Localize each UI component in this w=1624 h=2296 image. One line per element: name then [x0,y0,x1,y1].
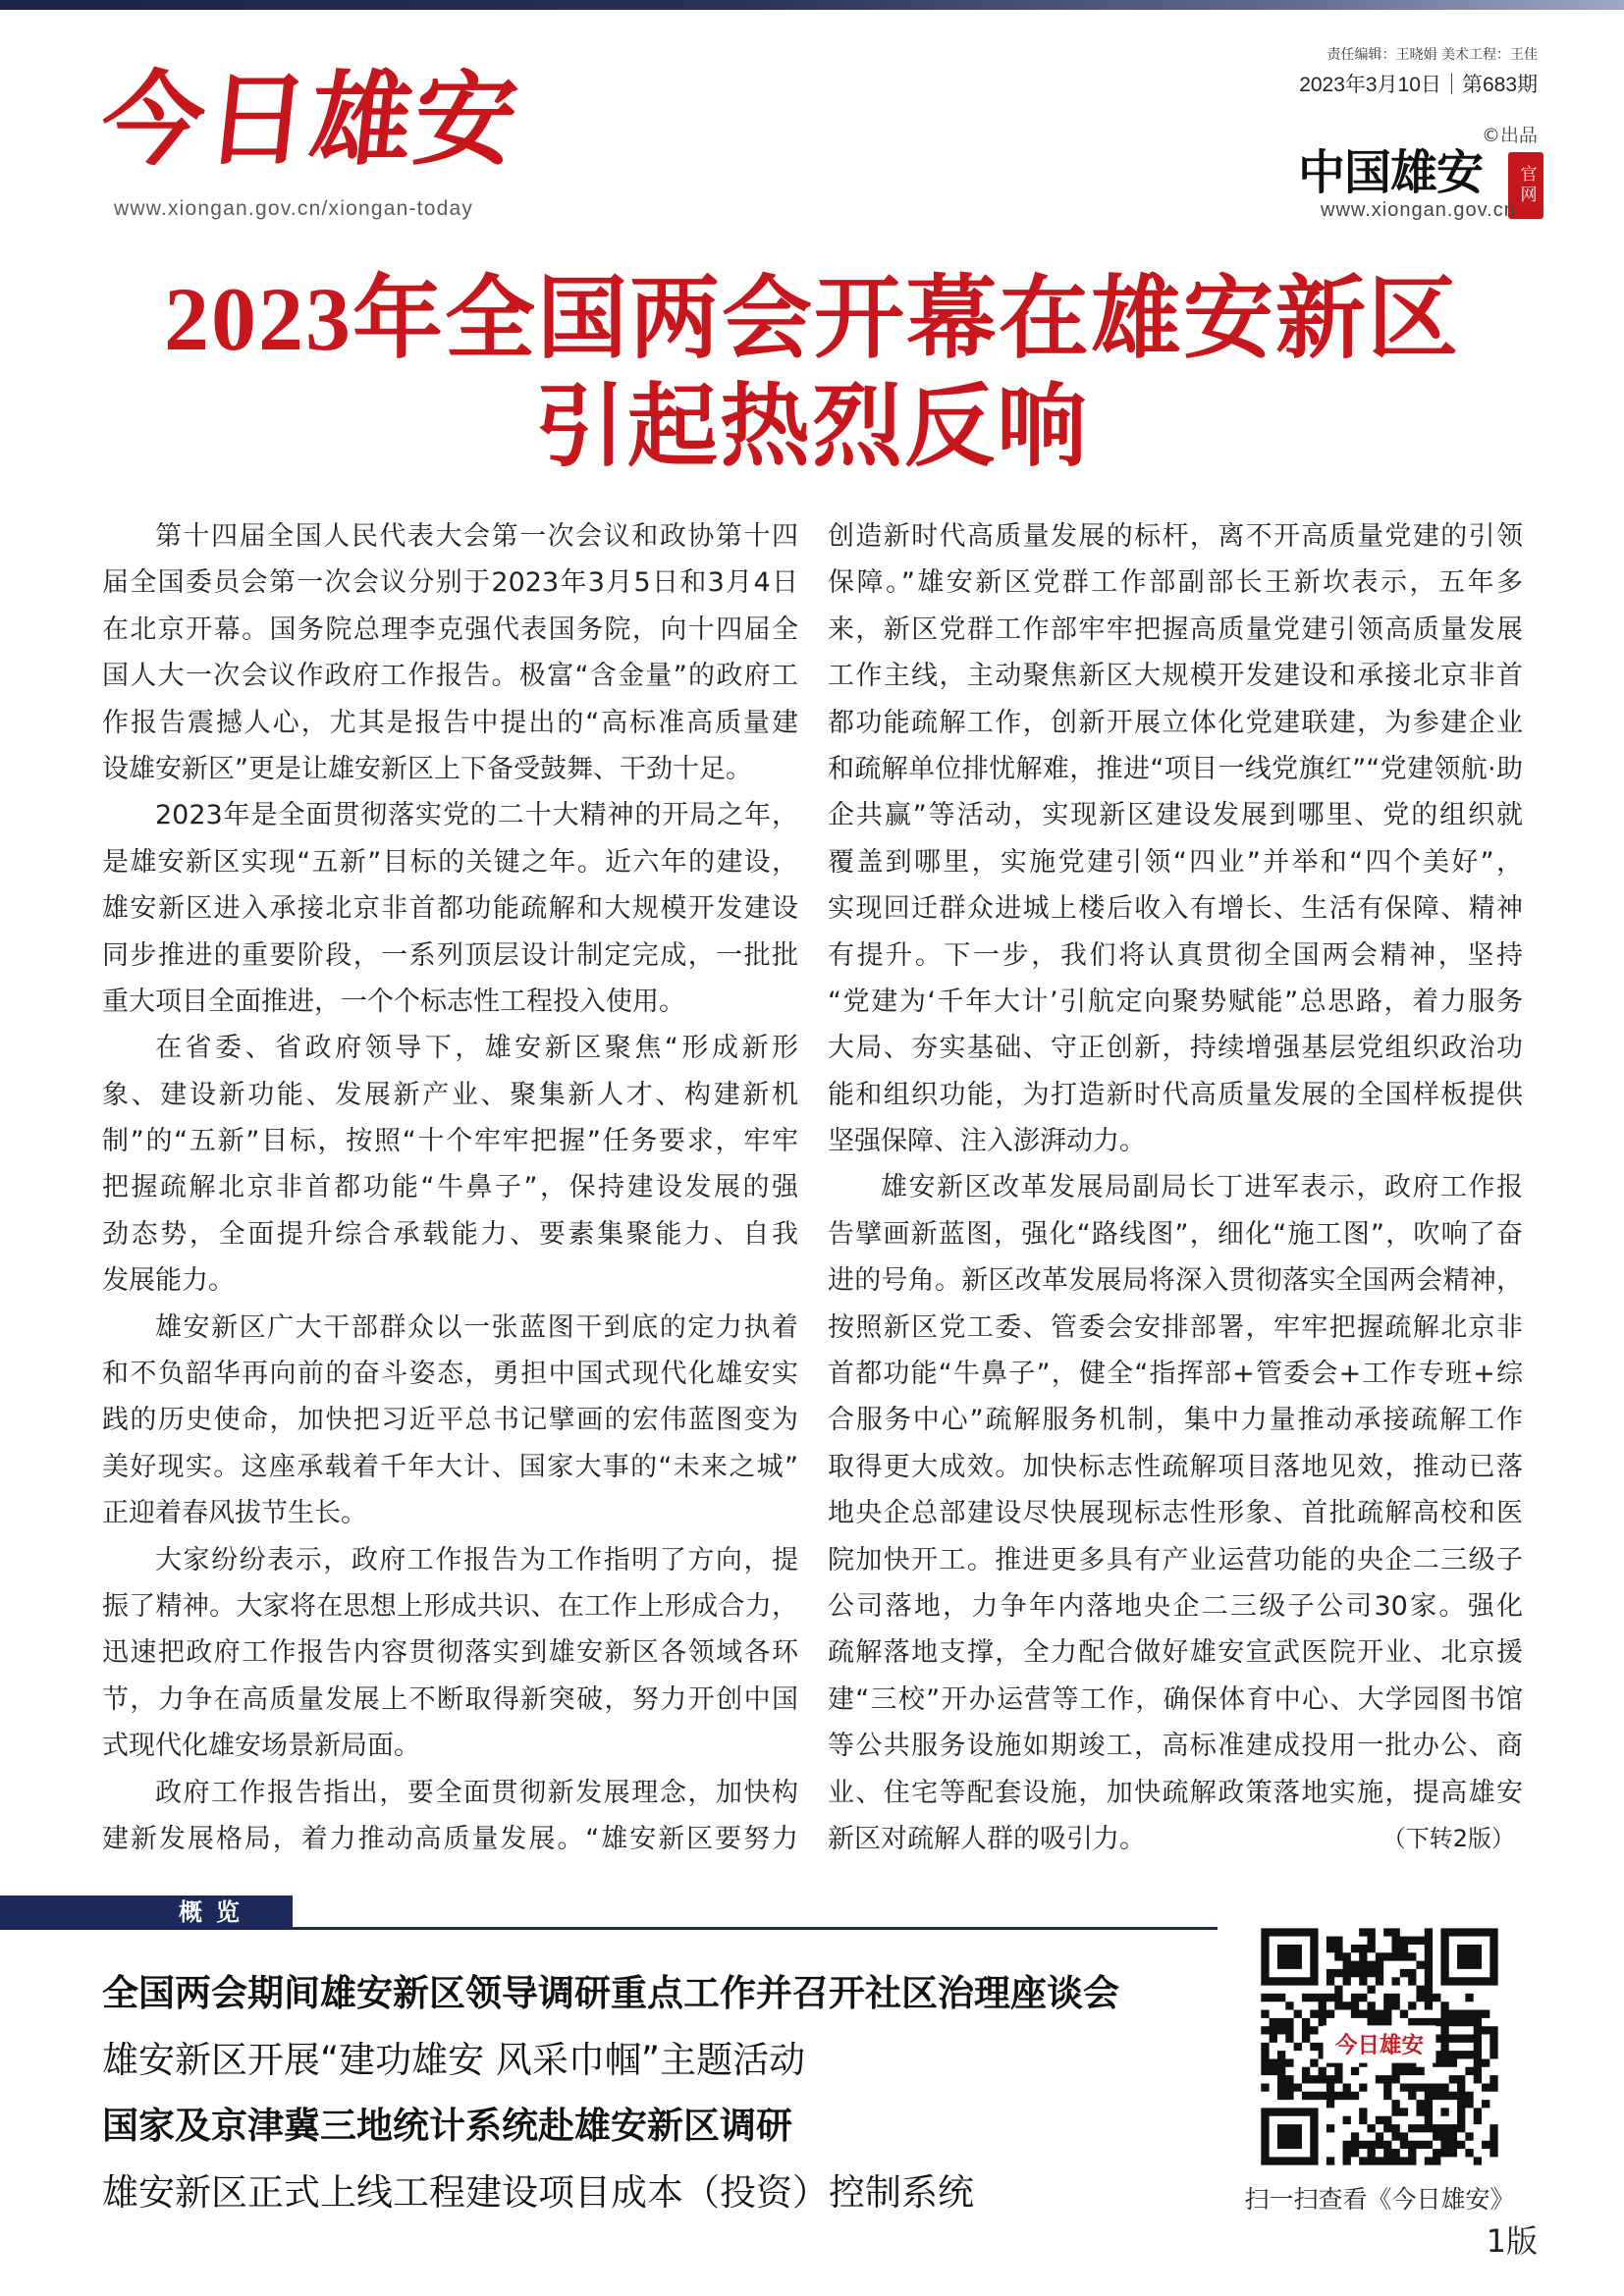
qr-caption: 扫一扫查看《今日雄安》 [1244,2185,1515,2214]
overview-item: 全国两会期间雄安新区领导调研重点工作并召开社区治理座谈会 [102,1972,1119,2014]
article-line-text: 设雄安新区”更是让雄安新区上下备受鼓舞、干劲十足。 [102,753,752,784]
article-line [828,1118,1523,1164]
article-line-text: 院加快开工。推进更多具有产业运营功能的央企二三级子 [828,1544,1523,1575]
article-line-text: 践的历史使命，加快把习近平总书记擘画的宏伟蓝图变为 [102,1405,798,1436]
publisher-credit: ©出品 [1481,125,1538,146]
article-line [102,1816,798,1862]
article-column-left [102,513,798,1862]
article-line [828,1490,1523,1536]
article-line-text: 迅速把政府工作报告内容贯彻落实到雄安新区各领域各环 [102,1637,798,1669]
article-line-text: 工作主线，主动聚焦新区大规模开发建设和承接北京非首 [828,661,1523,692]
article-line [828,746,1523,792]
article-line-text: 新区对疏解人群的吸引力。 [828,1823,1146,1854]
article-line [102,885,798,932]
article-line [102,1583,798,1629]
article-line [828,1211,1523,1257]
article-line [102,1397,798,1443]
article-line [102,1072,798,1118]
article-line [102,933,798,979]
headline-line-1: 2023年全国两会开幕在雄安新区 [163,269,1460,369]
article-line-text: 能和组织功能，为打造新时代高质量发展的全国样板提供 [828,1079,1523,1110]
article-line [102,513,798,560]
article-line [828,1164,1523,1210]
overview-tab [0,1896,293,1930]
article-line-text: 劲态势，全面提升综合承载能力、要素集聚能力、自我 [102,1218,798,1250]
article-line-text: 合服务中心”疏解服务机制，集中力量推动承接疏解工作 [828,1405,1523,1436]
article-line-text: 政府工作报告指出，要全面贯彻新发展理念，加快构 [155,1777,798,1808]
article-line-text: 在省委、省政府领导下，雄安新区聚焦“形成新形 [155,1033,798,1064]
article-line [102,1629,798,1676]
article-line [828,513,1523,560]
article-line-text: 雄安新区进入承接北京非首都功能疏解和大规模开发建设 [102,893,798,925]
article-line [102,1211,798,1257]
top-color-bar [0,0,1624,10]
publisher-logo: 中国雄安 [1298,147,1484,199]
article-line [828,1444,1523,1490]
article-line-text: 发展能力。 [102,1265,235,1297]
article-line [102,1257,798,1304]
article-line-text: 同步推进的重要阶段，一系列顶层设计制定完成，一批批 [102,939,798,971]
article-line-text: 象、建设新功能、发展新产业、聚集新人才、构建新机 [102,1079,798,1110]
article-line-text: 进的号角。新区改革发展局将深入贯彻落实全国两会精神， [828,1265,1523,1297]
qr-logo-text: 今日雄安 [1335,2032,1424,2057]
article-line [828,1305,1523,1351]
article-line-text: 地央企总部建设尽快展现标志性形象、首批疏解高校和医 [828,1498,1523,1529]
article-line-text: 按照新区党工委、管委会安排部署，牢牢把握疏解北京非 [828,1311,1523,1343]
article-line [102,979,798,1025]
article-line [828,607,1523,653]
article-line [102,1305,798,1351]
article-line [102,839,798,885]
article-line-text: 正迎着春风拔节生长。 [102,1498,367,1529]
article-line-text: 国人大一次会议作政府工作报告。极富“含金量”的政府工 [102,661,798,692]
article-line [828,653,1523,699]
article-line [828,1025,1523,1071]
article-line-text: 雄安新区广大干部群众以一张蓝图干到底的定力执着 [155,1311,798,1343]
article-line [102,1770,798,1816]
article-line [102,1444,798,1490]
article-line-text: 大局、夯实基础、守正创新，持续增强基层党组织政治功 [828,1033,1523,1064]
article-line [102,1490,798,1536]
article-line-text: 保障。”雄安新区党群工作部副部长王新坎表示，五年多 [828,567,1523,599]
page-number: 1版 [1486,2222,1538,2260]
overview-item: 雄安新区正式上线工程建设项目成本（投资）控制系统 [102,2171,974,2215]
article-line-text: 节，力争在高质量发展上不断取得新突破，努力开创中国 [102,1683,798,1715]
article-line-text: 实现回迁群众进城上楼后收入有增长、生活有保障、精神 [828,893,1523,925]
article-line [102,1025,798,1071]
article-line [102,653,798,699]
editors-credit: 责任编辑：王晓娟 美术工程：王佳 [1326,47,1538,63]
article-line-text: 告擘画新蓝图，强化“路线图”，细化“施工图”，吹响了奋 [828,1218,1523,1250]
article-line [102,792,798,838]
article-line-text: 大家纷纷表示，政府工作报告为工作指明了方向，提 [155,1544,798,1575]
article-line-text: 美好现实。这座承载着千年大计、国家大事的“未来之城” [102,1451,798,1482]
article-line-text: 把握疏解北京非首都功能“牛鼻子”，保持建设发展的强 [102,1172,798,1203]
article-line-text: 在北京开幕。国务院总理李克强代表国务院，向十四届全 [102,614,798,645]
article-line-text: 创造新时代高质量发展的标杆，离不开高质量党建的引领 [828,521,1523,552]
headline-line-2: 引起热烈反响 [534,377,1089,477]
overview-item: 雄安新区开展“建功雄安 风采巾帼”主题活动 [102,2038,806,2081]
article-line-text: 式现代化雄安场景新局面。 [102,1731,420,1762]
issue-date: 2023年3月10日｜第683期 [1299,74,1538,96]
article-line [828,933,1523,979]
overview-item: 国家及京津冀三地统计系统赴雄安新区调研 [102,2105,792,2148]
article-line [102,1164,798,1210]
article-line-text: 业、住宅等配套设施，加快疏解政策落地实施，提高雄安 [828,1777,1523,1808]
article-line-text: 来，新区党群工作部牢牢把握高质量党建引领高质量发展 [828,614,1523,645]
article-line [828,1677,1523,1723]
article-line-text: 等公共服务设施如期竣工，高标准建成投用一批办公、商 [828,1731,1523,1762]
article-line [828,1583,1523,1629]
article-line [828,792,1523,838]
article-line-text: 振了精神。大家将在思想上形成共识、在工作上形成合力， [102,1590,798,1622]
article-line [102,1118,798,1164]
article-line [828,1723,1523,1769]
article-line-text: 疏解落地支撑，全力配合做好雄安宣武医院开业、北京援 [828,1637,1523,1669]
article-line-text: 覆盖到哪里，实施党建引领“四业”并举和“四个美好”， [828,846,1523,878]
article-line-text: 公司落地，力争年内落地央企二三级子公司30家。强化 [828,1590,1523,1622]
article-line-text: “党建为‘千年大计’引航定向聚势赋能”总思路，着力服务 [828,986,1523,1017]
article-line [828,700,1523,746]
article-line [828,1351,1523,1397]
article-line-text: 都功能疏解工作，创新开展立体化党建联建，为参建企业 [828,707,1523,738]
article-column-right [828,513,1523,1862]
article-line [102,1723,798,1769]
publisher-url: www.xiongan.gov.cn [1321,199,1516,221]
article-line-text: 和疏解单位排忧解难，推进“项目一线党旗红”“党建领航·助 [828,753,1523,784]
article-line-text: 建新发展格局，着力推动高质量发展。“雄安新区要努力 [102,1823,798,1854]
article-line-text: 第十四届全国人民代表大会第一次会议和政协第十四 [155,521,798,552]
article-line [102,1351,798,1397]
article-line [828,560,1523,606]
article-line [828,1257,1523,1304]
article-line [102,700,798,746]
overview-list [102,1969,1231,2235]
article-line-text: 雄安新区改革发展局副局长丁进军表示，政府工作报 [881,1172,1523,1203]
article-line-text: 是雄安新区实现“五新”目标的关键之年。近六年的建设， [102,846,798,878]
overview-divider [293,1927,1218,1930]
masthead-site-url: www.xiongan.gov.cn/xiongan-today [114,197,474,220]
article-line-text: 2023年是全面贯彻落实党的二十大精神的开局之年， [155,800,798,831]
article-line [828,839,1523,885]
article-line-text: 建“三校”开办运营等工作，确保体育中心、大学园图书馆 [828,1683,1523,1715]
overview-label: 概览 [179,1898,253,1926]
article-line-text: 届全国委员会第一次会议分别于2023年3月5日和3月4日 [102,567,798,599]
article-line-text: 首都功能“牛鼻子”，健全“指挥部+管委会+工作专班+综 [828,1359,1523,1390]
article-line-text: 坚强保障、注入澎湃动力。 [828,1126,1146,1157]
article-line-text: 取得更大成效。加快标志性疏解项目落地见效，推动已落 [828,1451,1523,1482]
article-line [828,1629,1523,1676]
article-line-text: 作报告震撼人心，尤其是报告中提出的“高标准高质量建 [102,707,798,738]
article-line-text: 和不负韶华再向前的奋斗姿态，勇担中国式现代化雄安实 [102,1359,798,1390]
article-line [828,1397,1523,1443]
article-line [828,1770,1523,1816]
article-line [828,1816,1523,1862]
article-line-text: 企共赢”等活动，实现新区建设发展到哪里、党的组织就 [828,800,1523,831]
article-line-text: 制”的“五新”目标，按照“十个牢牢把握”任务要求，牢牢 [102,1126,798,1157]
article-line [828,1537,1523,1583]
article-line [828,885,1523,932]
article-line [102,607,798,653]
article-line [102,746,798,792]
article-line-text: 重大项目全面推进，一个个标志性工程投入使用。 [102,986,685,1017]
publisher-seal: 官网 [1508,152,1543,219]
article-line [828,979,1523,1025]
article-line [102,1677,798,1723]
article-line [102,560,798,606]
qr-code [1253,1920,1506,2173]
article-line [102,1537,798,1583]
continued-marker: （下转2版） [1381,1824,1515,1852]
article-line [828,1072,1523,1118]
article-line-text: 有提升。下一步，我们将认真贯彻全国两会精神，坚持 [828,939,1523,971]
masthead-logo: 今日雄安 [96,65,525,178]
